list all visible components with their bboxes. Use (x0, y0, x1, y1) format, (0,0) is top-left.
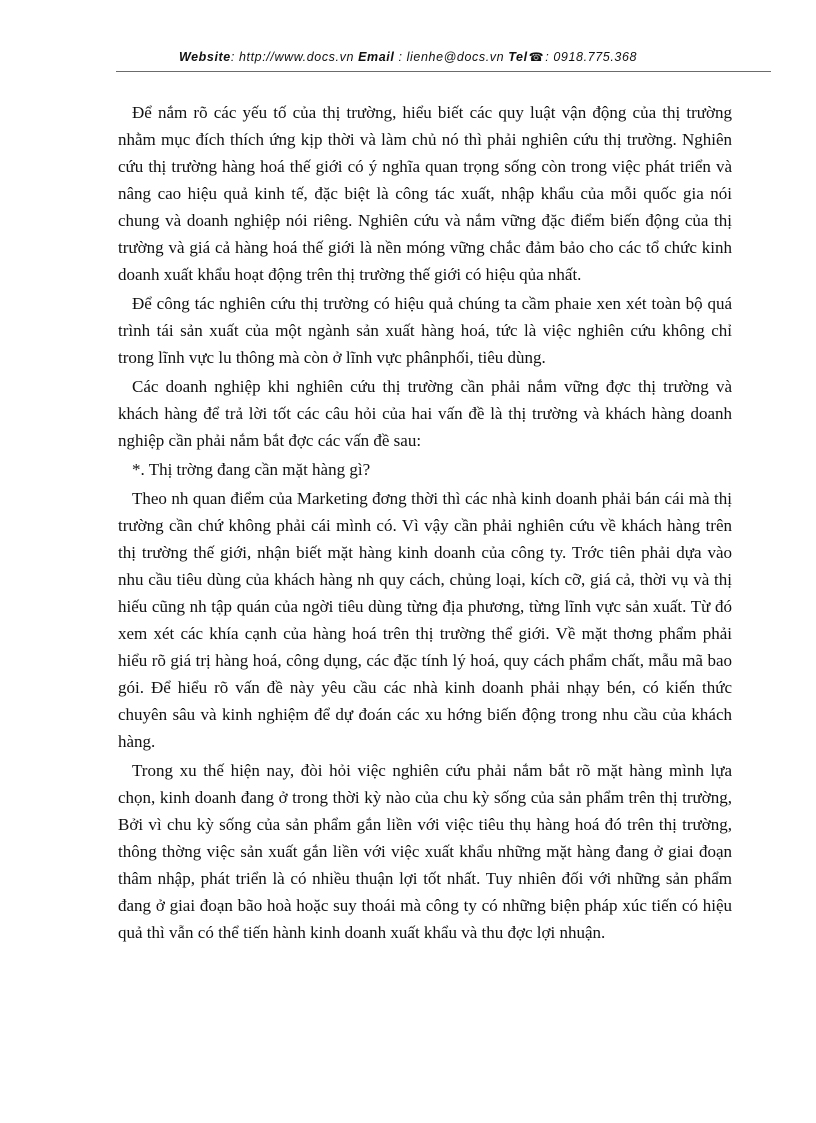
tel-label: Tel (508, 50, 528, 64)
document-body (118, 99, 732, 948)
website-url[interactable]: : http://www.docs.vn (230, 50, 359, 64)
paragraph: Để công tác nghiên cứu thị trường có hiệu quả chúng ta cầm phaie xen xét toàn bộ quá trình tái sản xuất của một ngành sản xuất hàng hoá, tức là việc nghiên cứu không chỉ trong lĩnh vực lu thông mà còn ở lĩnh vực phânphối, tiêu dùng. (118, 294, 732, 367)
paragraph: Trong xu thế hiện nay, đòi hỏi việc nghiên cứu phải nắm bắt rõ mặt hàng mình lựa chọn, kinh doanh đang ở trong thời kỳ nào của chu kỳ sống của sản phẩm trên thị trường, Bởi vì chu kỳ sống của sản phẩm gắn liền với việc tiêu thụ hàng hoá đó trên thị trường, thông thờng việc sản xuất gắn liền với việc xuất khẩu những mặt hàng đang ở giai đoạn thâm nhập, phát triển là có nhiều thuận lợi tốt nhất. Tuy nhiên đối với những sản phẩm đang ở giai đoạn bão hoà hoặc suy thoái mà công ty có những biện pháp xúc tiến có hiệu quả thì vẫn có thể tiến hành kinh doanh xuất khẩu và thu đợc lợi nhuận. (118, 761, 732, 942)
email-label: Email (358, 50, 395, 64)
paragraph: Để nắm rõ các yếu tố của thị trường, hiểu biết các quy luật vận động của thị trường nhằm mục đích thích ứng kịp thời và làm chủ nó thì phải nghiên cứu thị trường. Nghiên cứu thị trường hàng hoá thế giới có ý nghĩa quan trọng sống còn trong việc phát triển và nâng cao hiệu quả kinh tế, đặc biệt là công tác xuất, nhập khẩu của mỗi quốc gia nói chung và doanh nghiệp nói riêng. Nghiên cứu và nắm vững đặc điểm biến động của thị trường và giá cả hàng hoá thế giới là nền móng vững chắc đảm bảo cho các tổ chức kinh doanh xuất khẩu hoạt động trên thị trường thế giới có hiệu qủa nhất. (118, 103, 732, 284)
page-header (0, 50, 816, 64)
header-divider (116, 71, 771, 72)
website-label: Website (178, 50, 231, 64)
tel-number: : 0918.775.368 (545, 50, 638, 64)
paragraph: *. Thị trờng đang cần mặt hàng gì? (132, 460, 371, 479)
paragraph: Theo nh quan điểm của Marketing đơng thời thì các nhà kinh doanh phải bán cái mà thị trường cần chứ không phải cái mình có. Vì vậy cần phải nghiên cứu về khách hàng trên thị trường thế giới, nhận biết mặt hàng kinh doanh của công ty. Trớc tiên phải dựa vào nhu cầu tiêu dùng của khách hàng nh quy cách, chủng loại, kích cỡ, giá cả, thời vụ và thị hiếu cũng nh tập quán của ngời tiêu dùng từng địa phương, từng lĩnh vực sản xuất. Từ đó xem xét các khía cạnh của hàng hoá trên thị trường thể giới. Về mặt thơng phẩm phải hiểu rõ giá trị hàng hoá, công dụng, các đặc tính lý hoá, quy cách phẩm chất, mẫu mã bao gói. Để hiểu rõ vấn đề này yêu cầu các nhà kinh doanh phải nhạy bén, có kiến thức chuyên sâu và kinh nghiệm để dự đoán các xu hớng biến động trong nhu cầu của khách hàng. (118, 489, 732, 751)
paragraph: Các doanh nghiệp khi nghiên cứu thị trường cần phải nắm vững đợc thị trường và khách hàng để trả lời tốt các câu hỏi của hai vấn đề là thị trường và khách hàng doanh nghiệp cần phải nắm bắt đợc các vấn đề sau: (118, 377, 732, 450)
email-address[interactable]: : lienhe@docs.vn (394, 50, 509, 64)
phone-icon: ☎ (528, 50, 545, 64)
